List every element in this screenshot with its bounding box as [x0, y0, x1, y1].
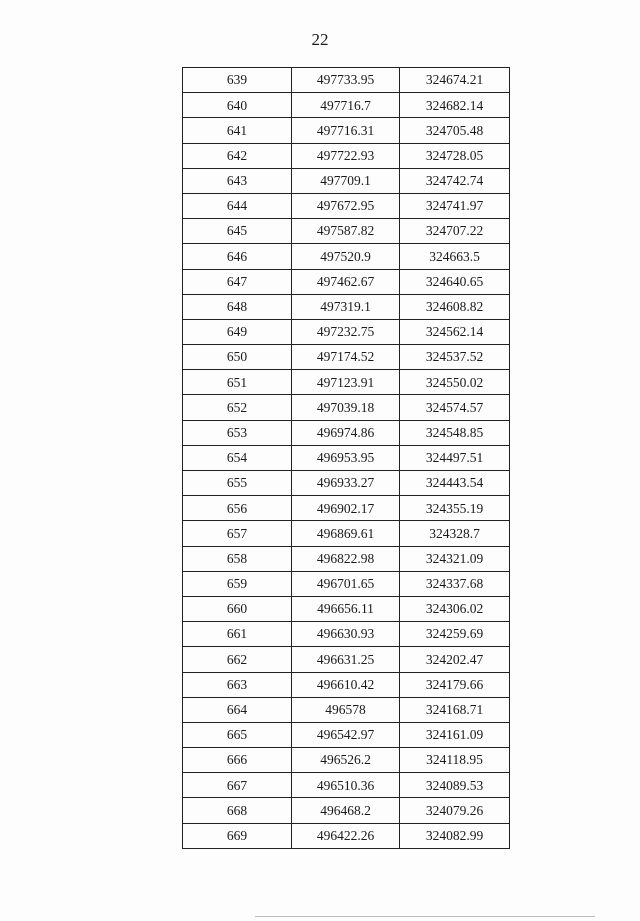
- x-coordinate-cell: 497319.1: [292, 294, 400, 319]
- page-number: 22: [311, 30, 329, 49]
- x-coordinate-cell: 496974.86: [292, 420, 400, 445]
- point-number-cell: 650: [183, 345, 292, 370]
- y-coordinate-cell: 324355.19: [400, 496, 510, 521]
- y-coordinate-cell: 324608.82: [400, 294, 510, 319]
- x-coordinate-cell: 497174.52: [292, 345, 400, 370]
- point-number-cell: 654: [183, 445, 292, 470]
- point-number-cell: 663: [183, 672, 292, 697]
- y-coordinate-cell: 324079.26: [400, 798, 510, 823]
- y-coordinate-cell: 324179.66: [400, 672, 510, 697]
- y-coordinate-cell: 324321.09: [400, 546, 510, 571]
- x-coordinate-cell: 496933.27: [292, 471, 400, 496]
- x-coordinate-cell: 497733.95: [292, 68, 400, 93]
- y-coordinate-cell: 324640.65: [400, 269, 510, 294]
- y-coordinate-cell: 324663.5: [400, 244, 510, 269]
- table-row: [183, 773, 510, 798]
- table-row: [183, 823, 510, 848]
- y-coordinate-cell: 324674.21: [400, 68, 510, 93]
- y-coordinate-cell: 324548.85: [400, 420, 510, 445]
- table-row: [183, 697, 510, 722]
- x-coordinate-cell: 497716.7: [292, 93, 400, 118]
- y-coordinate-cell: 324497.51: [400, 445, 510, 470]
- point-number-cell: 665: [183, 722, 292, 747]
- table-row: [183, 345, 510, 370]
- point-number-cell: 652: [183, 395, 292, 420]
- table-row: [183, 722, 510, 747]
- point-number-cell: 648: [183, 294, 292, 319]
- x-coordinate-cell: 497039.18: [292, 395, 400, 420]
- table-row: [183, 521, 510, 546]
- point-number-cell: 657: [183, 521, 292, 546]
- x-coordinate-cell: 496630.93: [292, 622, 400, 647]
- table-row: [183, 622, 510, 647]
- x-coordinate-cell: 496542.97: [292, 722, 400, 747]
- coordinates-table-body: [183, 68, 510, 849]
- x-coordinate-cell: 496422.26: [292, 823, 400, 848]
- table-row: [183, 143, 510, 168]
- x-coordinate-cell: 497716.31: [292, 118, 400, 143]
- x-coordinate-cell: 497462.67: [292, 269, 400, 294]
- x-coordinate-cell: 497722.93: [292, 143, 400, 168]
- point-number-cell: 661: [183, 622, 292, 647]
- point-number-cell: 639: [183, 68, 292, 93]
- point-number-cell: 645: [183, 219, 292, 244]
- point-number-cell: 640: [183, 93, 292, 118]
- y-coordinate-cell: 324537.52: [400, 345, 510, 370]
- table-row: [183, 370, 510, 395]
- y-coordinate-cell: 324682.14: [400, 93, 510, 118]
- table-row: [183, 244, 510, 269]
- x-coordinate-cell: 496902.17: [292, 496, 400, 521]
- table-row: [183, 168, 510, 193]
- x-coordinate-cell: 497672.95: [292, 193, 400, 218]
- x-coordinate-cell: 496578: [292, 697, 400, 722]
- x-coordinate-cell: 496701.65: [292, 571, 400, 596]
- y-coordinate-cell: 324118.95: [400, 748, 510, 773]
- coordinates-table: [182, 67, 510, 849]
- x-coordinate-cell: 496631.25: [292, 647, 400, 672]
- x-coordinate-cell: 497709.1: [292, 168, 400, 193]
- y-coordinate-cell: 324259.69: [400, 622, 510, 647]
- x-coordinate-cell: 497520.9: [292, 244, 400, 269]
- table-row: [183, 395, 510, 420]
- x-coordinate-cell: 496610.42: [292, 672, 400, 697]
- point-number-cell: 642: [183, 143, 292, 168]
- table-row: [183, 445, 510, 470]
- y-coordinate-cell: 324082.99: [400, 823, 510, 848]
- point-number-cell: 644: [183, 193, 292, 218]
- point-number-cell: 651: [183, 370, 292, 395]
- x-coordinate-cell: 496468.2: [292, 798, 400, 823]
- point-number-cell: 666: [183, 748, 292, 773]
- y-coordinate-cell: 324328.7: [400, 521, 510, 546]
- point-number-cell: 667: [183, 773, 292, 798]
- y-coordinate-cell: 324550.02: [400, 370, 510, 395]
- point-number-cell: 646: [183, 244, 292, 269]
- y-coordinate-cell: 324705.48: [400, 118, 510, 143]
- y-coordinate-cell: 324306.02: [400, 596, 510, 621]
- table-row: [183, 93, 510, 118]
- point-number-cell: 649: [183, 319, 292, 344]
- table-row: [183, 571, 510, 596]
- table-row: [183, 471, 510, 496]
- y-coordinate-cell: 324337.68: [400, 571, 510, 596]
- table-row: [183, 193, 510, 218]
- x-coordinate-cell: 496953.95: [292, 445, 400, 470]
- x-coordinate-cell: 497123.91: [292, 370, 400, 395]
- table-row: [183, 496, 510, 521]
- table-row: [183, 748, 510, 773]
- table-row: [183, 319, 510, 344]
- table-row: [183, 647, 510, 672]
- point-number-cell: 664: [183, 697, 292, 722]
- x-coordinate-cell: 497232.75: [292, 319, 400, 344]
- point-number-cell: 669: [183, 823, 292, 848]
- table-row: [183, 269, 510, 294]
- scan-artifact-line: [255, 916, 595, 917]
- table-row: [183, 798, 510, 823]
- point-number-cell: 660: [183, 596, 292, 621]
- x-coordinate-cell: 496656.11: [292, 596, 400, 621]
- x-coordinate-cell: 496822.98: [292, 546, 400, 571]
- table-row: [183, 68, 510, 93]
- x-coordinate-cell: 496869.61: [292, 521, 400, 546]
- point-number-cell: 659: [183, 571, 292, 596]
- point-number-cell: 668: [183, 798, 292, 823]
- table-row: [183, 596, 510, 621]
- x-coordinate-cell: 496526.2: [292, 748, 400, 773]
- y-coordinate-cell: 324728.05: [400, 143, 510, 168]
- point-number-cell: 662: [183, 647, 292, 672]
- y-coordinate-cell: 324741.97: [400, 193, 510, 218]
- table-row: [183, 420, 510, 445]
- table-row: [183, 118, 510, 143]
- point-number-cell: 656: [183, 496, 292, 521]
- x-coordinate-cell: 497587.82: [292, 219, 400, 244]
- point-number-cell: 653: [183, 420, 292, 445]
- table-row: [183, 672, 510, 697]
- y-coordinate-cell: 324089.53: [400, 773, 510, 798]
- table-row: [183, 546, 510, 571]
- point-number-cell: 658: [183, 546, 292, 571]
- y-coordinate-cell: 324443.54: [400, 471, 510, 496]
- y-coordinate-cell: 324574.57: [400, 395, 510, 420]
- y-coordinate-cell: 324707.22: [400, 219, 510, 244]
- y-coordinate-cell: 324168.71: [400, 697, 510, 722]
- table-row: [183, 219, 510, 244]
- y-coordinate-cell: 324202.47: [400, 647, 510, 672]
- table-row: [183, 294, 510, 319]
- point-number-cell: 641: [183, 118, 292, 143]
- point-number-cell: 655: [183, 471, 292, 496]
- x-coordinate-cell: 496510.36: [292, 773, 400, 798]
- point-number-cell: 647: [183, 269, 292, 294]
- y-coordinate-cell: 324161.09: [400, 722, 510, 747]
- y-coordinate-cell: 324742.74: [400, 168, 510, 193]
- y-coordinate-cell: 324562.14: [400, 319, 510, 344]
- point-number-cell: 643: [183, 168, 292, 193]
